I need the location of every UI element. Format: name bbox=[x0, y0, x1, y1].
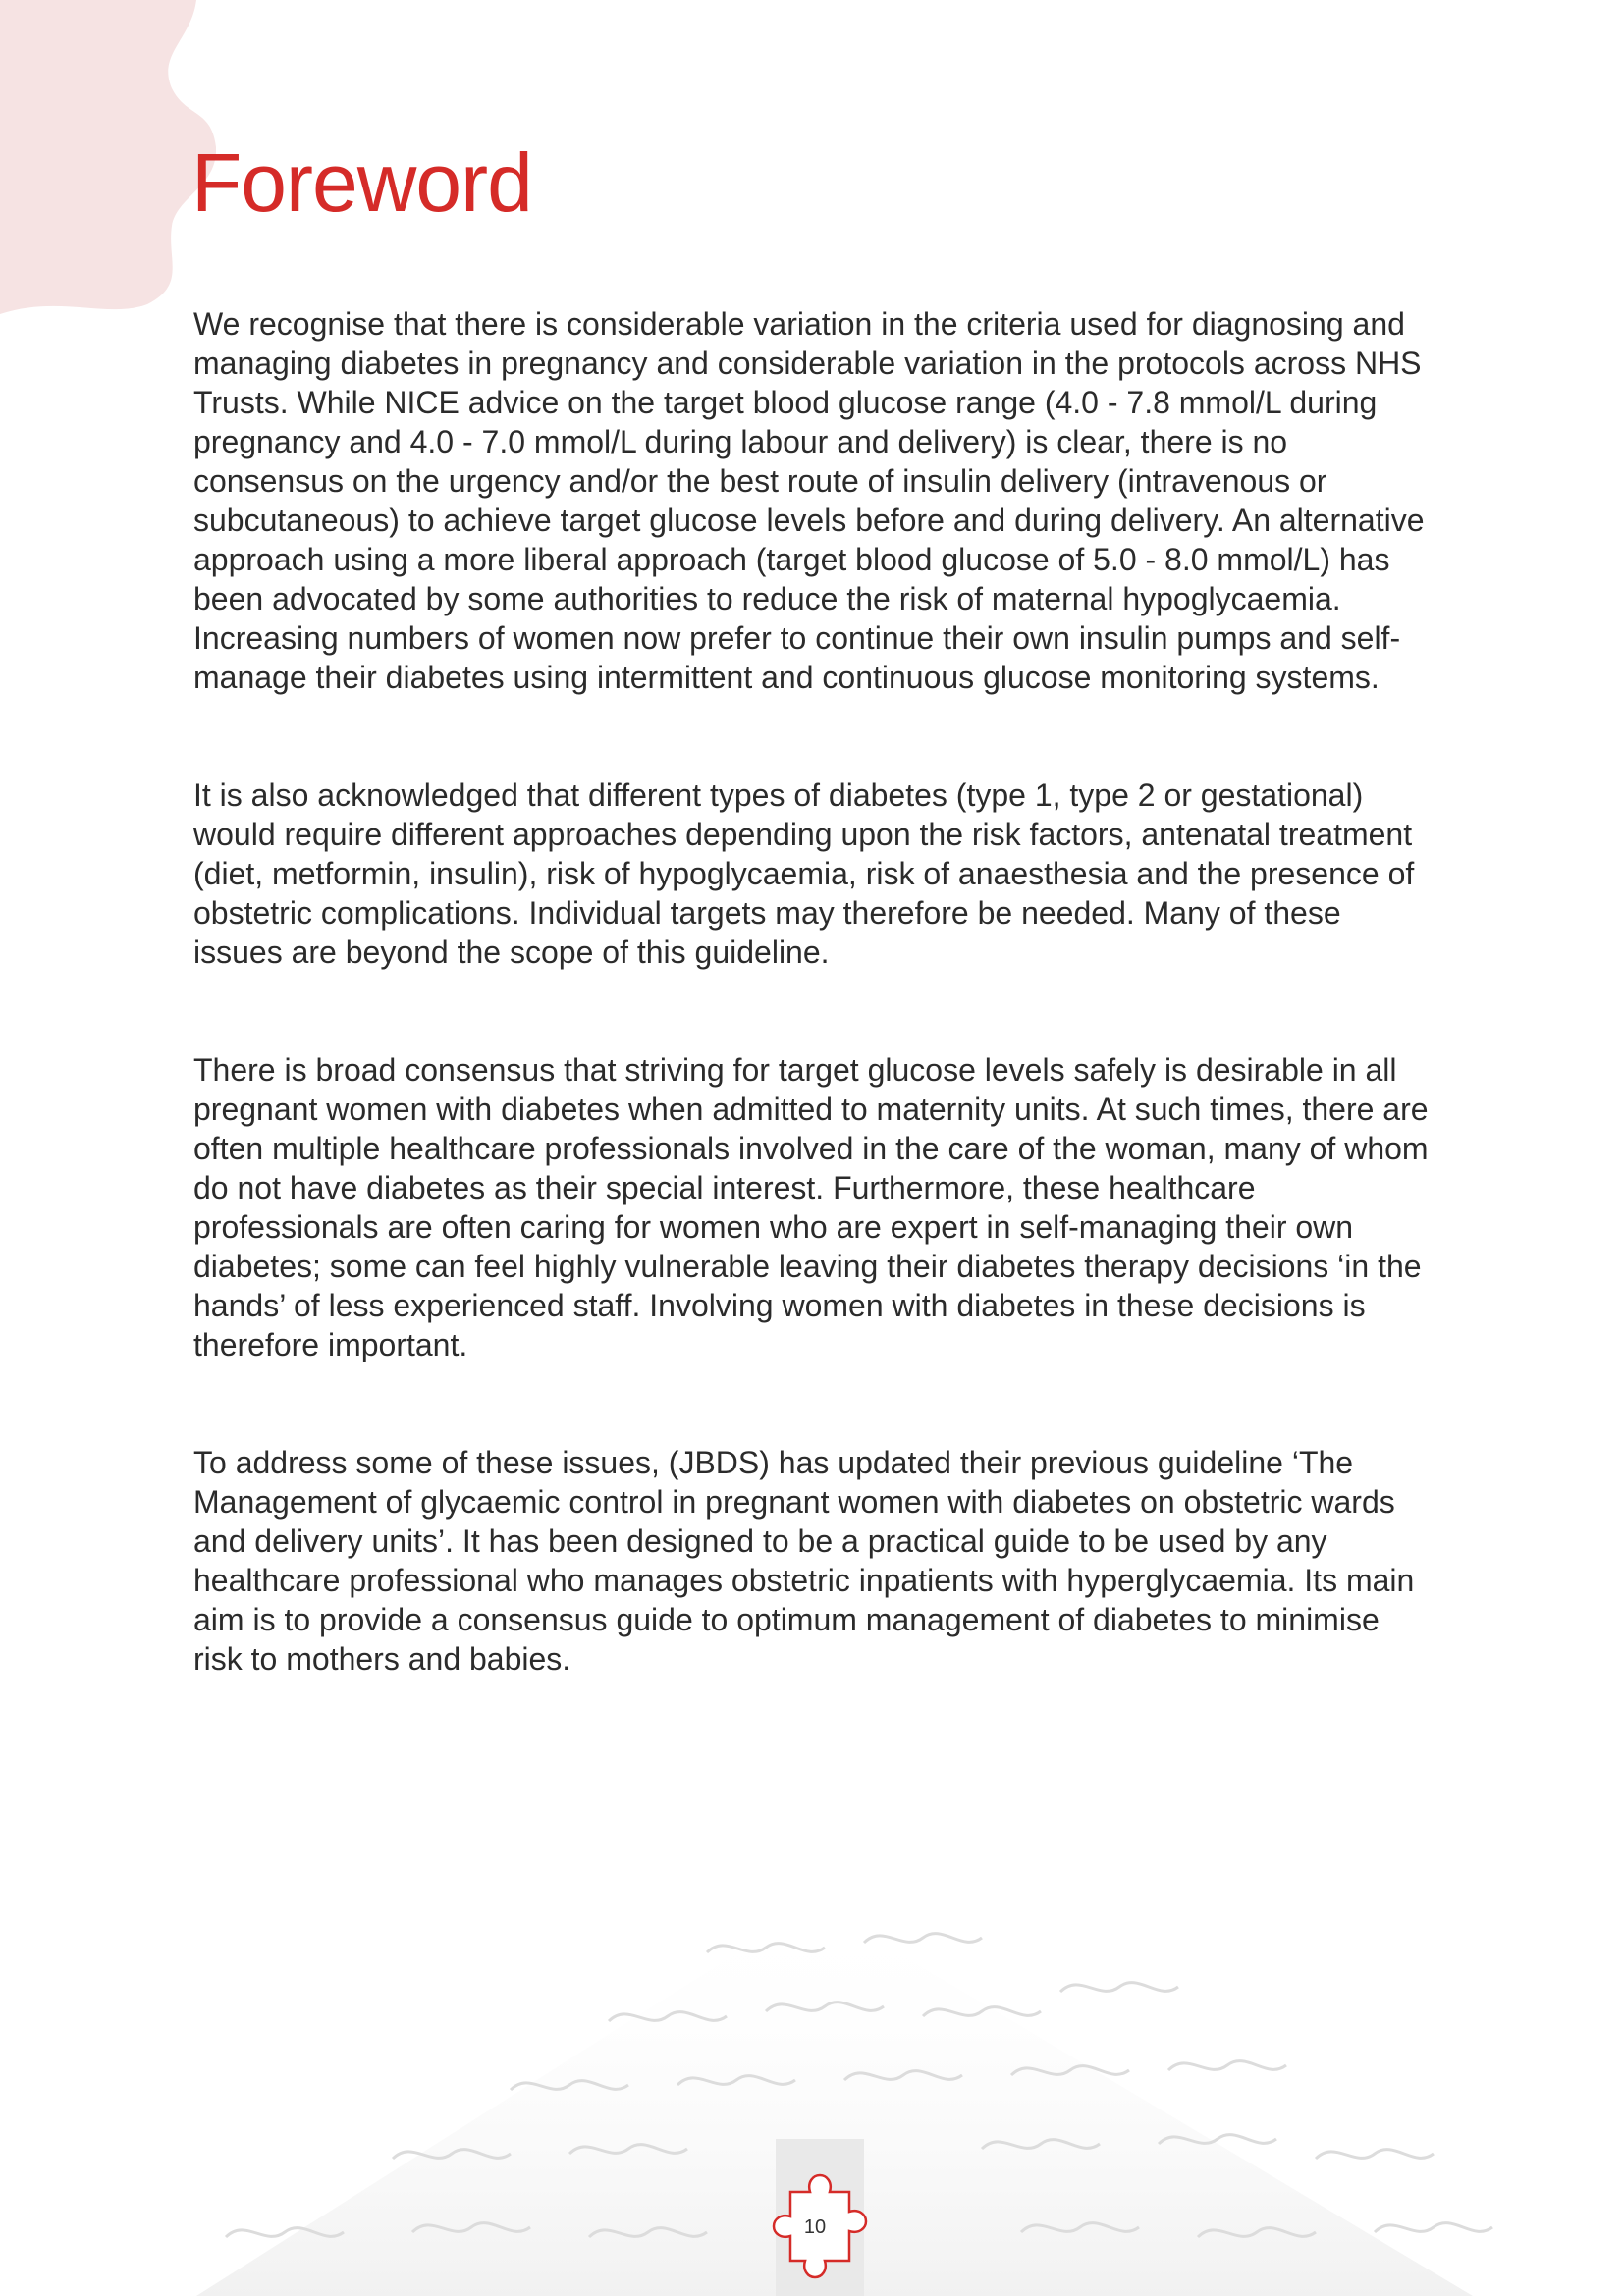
page-title: Foreword bbox=[191, 136, 532, 229]
paragraph-3: There is broad consensus that striving for target glucose levels safely is desirable in all pregnant women with diabetes when admitted to maternity units. At such times, there are often multiple healthcare professionals involved in the care of the woman, many of whom do not have diabetes as their special interest. Furthermore, these healthcare professionals are often caring for women who are expert in self-managing their own diabetes; some can feel highly vulnerable leaving their diabetes therapy decisions ‘in the hands’ of less experienced staff. Involving women with diabetes in these decisions is therefore important. bbox=[193, 1052, 1429, 1362]
page-number-badge bbox=[756, 2167, 874, 2285]
page-number: 10 bbox=[803, 2216, 827, 2238]
paragraph-2: It is also acknowledged that different types of diabetes (type 1, type 2 or gestational) would require different approaches depending upon the risk factors, antenatal treatment (diet, metformin, insulin), risk of hypoglycaemia, risk of anaesthesia and the presence of obstetric complications. Individual targets may therefore be needed. Many of these issues are beyond the scope of this guideline. bbox=[193, 777, 1415, 970]
foreword-body bbox=[193, 304, 1435, 1757]
corner-puzzle-piece-icon bbox=[0, 0, 216, 324]
paragraph-1: We recognise that there is considerable variation in the criteria used for diagnosing and managing diabetes in pregnancy and considerable variation in the protocols across NHS Trusts. While NICE advice on the target blood glucose range (4.0 - 7.8 mmol/L during pregnancy and 4.0 - 7.0 mmol/L during labour and delivery) is clear, there is no consensus on the urgency and/or the best route of insulin delivery (intravenous or subcutaneous) to achieve target glucose levels before and during delivery. An alternative approach using a more liberal approach (target blood glucose of 5.0 - 8.0 mmol/L) has been advocated by some authorities to reduce the risk of maternal hypoglycaemia. Increasing numbers of women now prefer to continue their own insulin pumps and self-manage their diabetes using intermittent and continuous glucose monitoring systems. bbox=[193, 306, 1425, 695]
paragraph-4: To address some of these issues, (JBDS) has updated their previous guideline ‘The Management of glycaemic control in pregnant women with diabetes on obstetric wards and delivery units’. It has been designed to be a practical guide to be used by any healthcare professional who manages obstetric inpatients with hyperglycaemia. Its main aim is to provide a consensus guide to optimum management of diabetes to minimise risk to mothers and babies. bbox=[193, 1445, 1415, 1677]
